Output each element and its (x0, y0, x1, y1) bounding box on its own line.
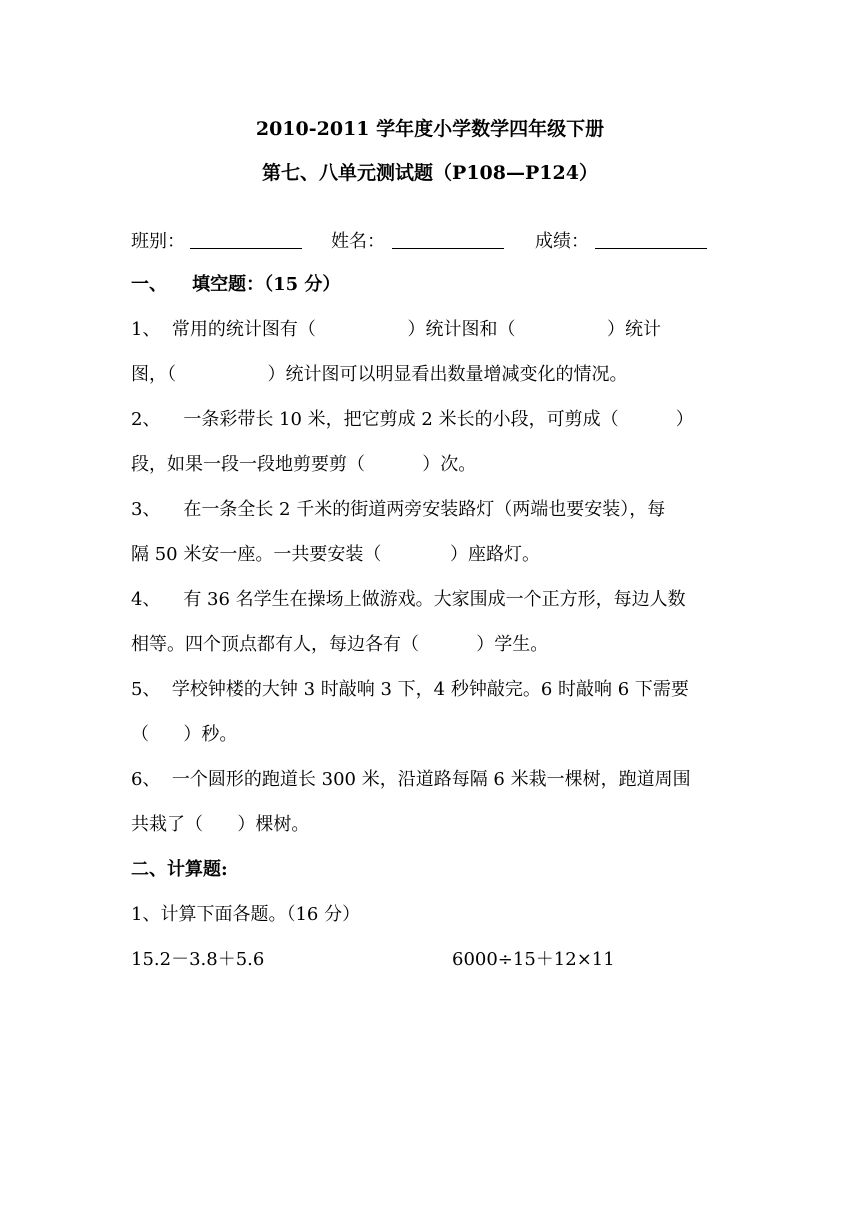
question-line: 共栽了（ ）棵树。 (131, 814, 310, 835)
question-line: 4、 有 36 名学生在操场上做游戏。大家围成一个正方形，每边人数 (131, 589, 686, 610)
question-line: 图，（ ）统计图可以明显看出数量增减变化的情况。 (131, 364, 628, 385)
document-title: 2010-2011 学年度小学数学四年级下册 (255, 118, 605, 140)
class-label: 班别： (131, 231, 185, 252)
expression-1: 15.2－3.8＋5.6 (131, 949, 265, 970)
section2-sub1: 1、计算下面各题。（16 分） (131, 904, 361, 925)
section1-heading: 一、 填空题：（15 分） (131, 274, 341, 295)
question-line: 相等。四个顶点都有人，每边各有（ ）学生。 (131, 634, 549, 655)
question-line: 隔 50 米安一座。一共要安装（ ）座路灯。 (131, 544, 541, 565)
expression-2: 6000÷15＋12×11 (452, 949, 615, 970)
score-blank[interactable] (595, 248, 707, 249)
document-subtitle: 第七、八单元测试题（P108—P124） (262, 162, 598, 184)
question-line: 2、 一条彩带长 10 米，把它剪成 2 米长的小段，可剪成（ ） (131, 409, 694, 430)
class-blank[interactable] (190, 248, 302, 249)
score-label: 成绩： (535, 231, 589, 252)
question-line: （ ）秒。 (131, 724, 238, 745)
question-line: 3、 在一条全长 2 千米的街道两旁安装路灯（两端也要安装），每 (131, 499, 666, 520)
question-line: 6、 一个圆形的跑道长 300 米，沿道路每隔 6 米栽一棵树，跑道周围 (131, 769, 691, 790)
section2-heading: 二、计算题: (131, 859, 228, 880)
name-blank[interactable] (392, 248, 504, 249)
question-line: 段，如果一段一段地剪要剪（ ）次。 (131, 454, 477, 475)
question-line: 1、 常用的统计图有（ ）统计图和（ ）统计 (131, 319, 661, 340)
name-label: 姓名： (331, 231, 385, 252)
question-line: 5、 学校钟楼的大钟 3 时敲响 3 下，4 秒钟敲完。6 时敲响 6 下需要 (131, 679, 689, 700)
